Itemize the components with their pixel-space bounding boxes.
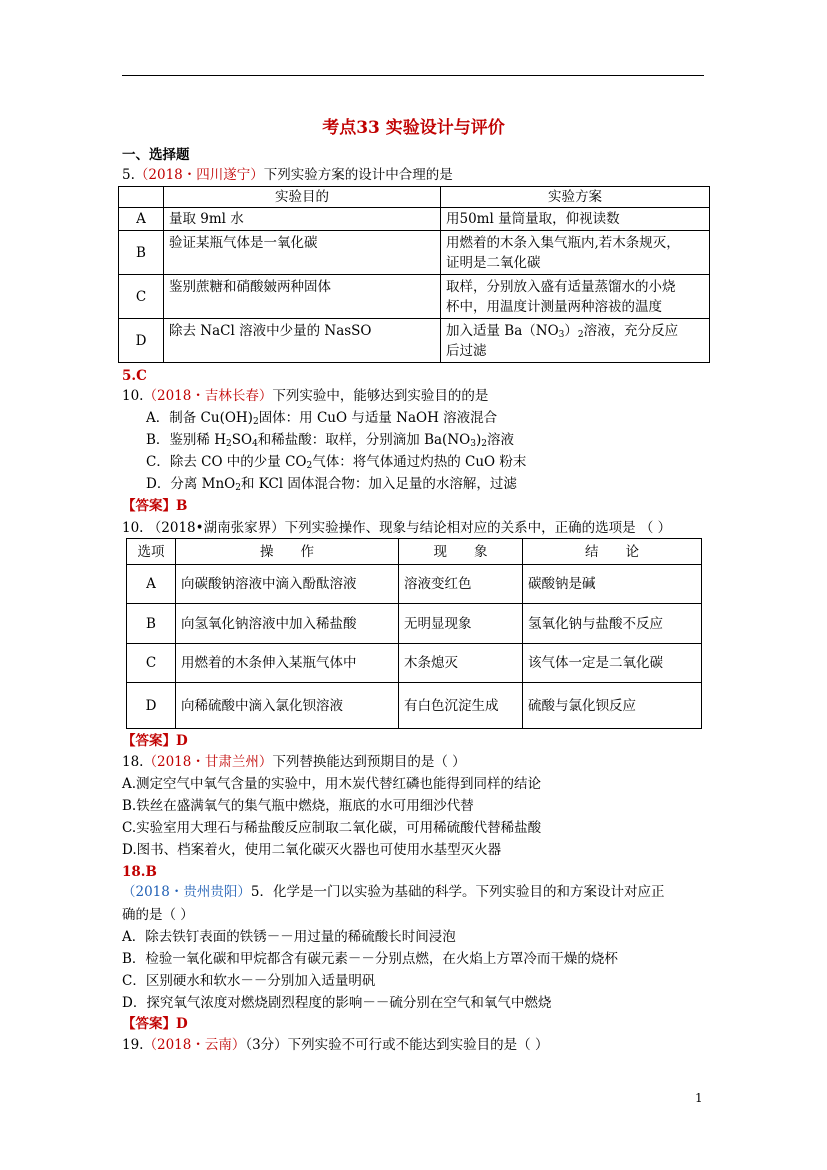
q2-option-b: B．鉴别稀 $H_2SO_4$和稀盐酸：取样，分别滴加 $Ba(NO_3)_2$溶液 [146,432,514,449]
q6-source: （2018・云南） [143,1037,246,1053]
q5-option-b: B．检验一氧化碳和甲烷都含有碳元素－－分别点燃，在火焰上方罩冷而干燥的烧杯 [122,951,618,967]
q1-row-goal: 量取 9ml 水 [164,208,441,231]
q3-table-header [127,539,702,565]
q3-header-conclusion: 结 论 [523,539,702,565]
q5-answer: 【答案】D [122,1016,188,1032]
q4-answer: 18.B [122,864,157,880]
q1-row-option: A [119,208,164,231]
q1-source: （2018・四川遂宁） [134,167,264,183]
page-title: 考点33 实验设计与评价 [322,118,505,138]
q1-number: 5. [122,167,135,183]
table-row [119,319,710,363]
table-row: A 向碳酸钠溶液中滴入酚酞溶液 溶液变红色 碳酸钠是碱 [127,565,702,604]
q1-answer: 5.C [122,368,147,384]
q1-row-plan: 取样，分别放入盛有适量蒸馏水的小烧 杯中，用温度计测量两种溶祓的温度 [441,275,710,319]
q4-option-b: B.铁丝在盛满氧气的集气瓶中燃烧，瓶底的水可用细沙代替 [122,798,474,814]
q2-stem: 10.（2018・吉林长春）下列实验中，能够达到实验目的的是 [122,388,489,404]
header-rule [122,75,704,76]
q6-stem: 19.（2018・云南）（3分）下列实验不可行或不能达到实验目的是（ ） [122,1037,549,1053]
q3-stem: 10. （2018•湖南张家界）下列实验操作、现象与结论相对应的关系中，正确的选项是 （ ） [122,520,672,536]
q1-table [118,186,710,363]
q5-stem: （2018・贵州贵阳）5．化学是一门以实验为基础的科学。下列实验目的和方案设计对应正 [122,884,665,900]
table-row [119,231,710,275]
q1-row-option: B [119,231,164,275]
q1-row-goal: 除去 NaCl 溶液中少量的 NasSO [164,319,441,363]
q1-row-plan: 用燃着的木条入集气瓶内,若木条规灭， 证明是二氧化碳 [441,231,710,275]
q4-option-a: A.测定空气中氧气含量的实验中，用木炭代替红磷也能得到同样的结论 [122,776,542,792]
q2-option-c: C．除去 CO 中的少量 $CO_2$气体：将气体通过灼热的 CuO 粉末 [146,454,527,471]
q2-source: （2018・吉林长春） [143,388,273,404]
table-row [119,275,710,319]
q2-answer: 【答案】B [122,498,188,514]
q1-row-goal: 鉴别蔗糖和硝酸皴两种固体 [164,275,441,319]
q3-header-phenomenon: 现 象 [399,539,523,565]
table-row [119,208,710,231]
q5-stem-cont: 确的是（ ） [122,907,194,923]
q2-option-d: D．分离 MnO$_2$和 KCl 固体混合物：加入足量的水溶解，过滤 [146,476,517,493]
table-row: C 用燃着的木条伸入某瓶气体中 木条熄灭 该气体一定是二氧化碳 [127,644,702,683]
q4-option-c: C.实验室用大理石与稀盐酸反应制取二氧化碳，可用稀硫酸代替稀盐酸 [122,820,542,836]
q5-option-d: D．探究氧气浓度对燃烧剧烈程度的影响－－硫分别在空气和氧气中燃烧 [122,995,552,1011]
q1-row-option: C [119,275,164,319]
table-row: D 向稀硫酸中滴入氯化钡溶液 有白色沉淀生成 硫酸与氯化钡反应 [127,683,702,729]
q1-row-option: D [119,319,164,363]
q4-option-d: D.图书、档案着火，使用二氧化碳灭火器也可使用水基型灭火器 [122,842,502,858]
q3-header-option: 选项 [127,539,176,565]
q3-table [126,538,702,729]
q4-stem: 18.（2018・甘肃兰州）下列替换能达到预期目的是（ ） [122,754,466,770]
table-row: B 向氢氧化钠溶液中加入稀盐酸 无明显现象 氢氧化钠与盐酸不反应 [127,604,702,644]
page-number: 1 [695,1091,703,1105]
q1-header-goal: 实验目的 [164,187,441,208]
q1-row-plan: 加入适量 $Ba(NO_3)_2$溶液，充分反应 后过滤 [441,319,710,363]
q1-table-header [119,187,710,208]
q4-source: （2018・甘肃兰州） [143,754,273,770]
q1-stem [122,166,453,184]
q1-text: 下列实验方案的设计中合理的是 [263,167,453,183]
q2-option-a: A．制备 $Cu(OH)_2$固体：用 CuO 与适量 NaOH 溶液混合 [146,410,498,427]
q3-header-operation: 操 作 [176,539,399,565]
q1-row-plan: 用50ml 量筒量取，仰视读数 [441,208,710,231]
q1-row-goal: 验证某瓶气体是一氧化碳 [164,231,441,275]
q1-header-option [119,187,164,208]
q5-option-a: A．除去铁钉表面的铁锈－－用过量的稀硫酸长时间浸泡 [122,929,456,945]
q5-option-c: C．区别硬水和软水－－分别加入适量明矾 [122,973,376,989]
q3-answer: 【答案】D [122,733,188,749]
q1-header-plan: 实验方案 [441,187,710,208]
q5-source: （2018・贵州贵阳） [122,884,251,900]
section-heading: 一、选择题 [122,147,190,163]
